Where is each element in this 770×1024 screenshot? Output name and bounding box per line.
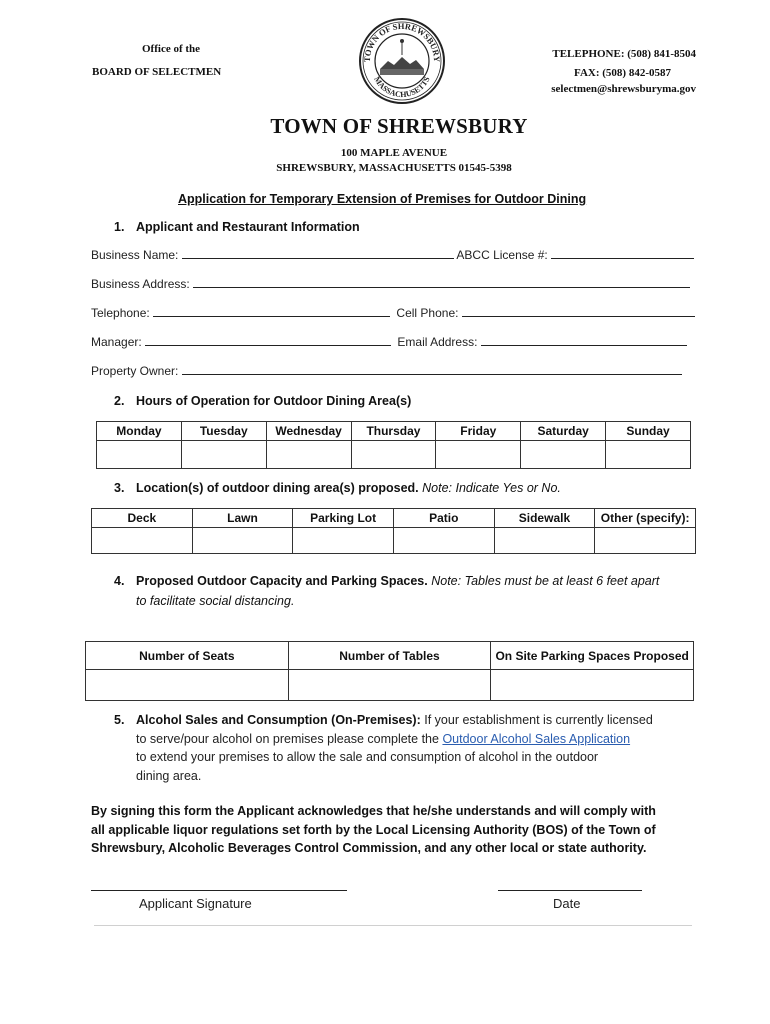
- location-cell-sidewalk[interactable]: [494, 528, 595, 554]
- board-label: BOARD OF SELECTMEN: [92, 66, 222, 78]
- hours-cell-saturday[interactable]: [521, 441, 606, 469]
- manager-field[interactable]: [145, 335, 391, 346]
- business-address-field[interactable]: [193, 277, 690, 288]
- abcc-license-label: ABCC License #:: [456, 248, 548, 262]
- date-field[interactable]: [498, 890, 642, 891]
- hours-header-tuesday: Tuesday: [181, 422, 266, 441]
- hours-cell-wednesday[interactable]: [266, 441, 351, 469]
- email-address-label: Email Address:: [397, 335, 478, 349]
- address-line-2: SHREWSBURY, MASSACHUSETTS 01545-5398: [276, 162, 512, 174]
- location-cell-parking-lot[interactable]: [293, 528, 394, 554]
- town-name: TOWN OF SHREWSBURY: [270, 114, 528, 138]
- section-5-line-2: to serve/pour alcohol on premises please complete the Outdoor Alcohol Sales Application: [136, 731, 631, 746]
- fax-text: FAX: (508) 842-0587: [574, 67, 671, 79]
- manager-label: Manager:: [91, 335, 142, 349]
- location-header-sidewalk: Sidewalk: [494, 509, 595, 528]
- location-cell-lawn[interactable]: [192, 528, 293, 554]
- cell-phone-field[interactable]: [462, 306, 695, 317]
- location-table: [91, 508, 696, 554]
- section-4-note-line-1: Note: Tables must be at least 6 feet apart: [431, 574, 660, 588]
- hours-cell-monday[interactable]: [97, 441, 182, 469]
- svg-text:TOWN OF SHREWSBURY: TOWN OF SHREWSBURY: [361, 20, 443, 63]
- location-header-other: Other (specify):: [595, 509, 696, 528]
- capacity-table: [85, 641, 694, 701]
- capacity-header-tables: Number of Tables: [288, 642, 491, 670]
- location-header-parking-lot: Parking Lot: [293, 509, 394, 528]
- abcc-license-field[interactable]: [551, 248, 694, 259]
- hours-header-thursday: Thursday: [351, 422, 436, 441]
- business-name-label: Business Name:: [91, 248, 179, 262]
- section-1-heading: 1. Applicant and Restaurant Information: [114, 220, 360, 234]
- capacity-cell-parking[interactable]: [491, 670, 694, 701]
- section-4-note-line-2: to facilitate social distancing.: [136, 594, 295, 608]
- manager-row: [91, 335, 687, 349]
- section-4-heading: 4. Proposed Outdoor Capacity and Parking Spaces. Note: Tables must be at least 6 feet apart: [114, 574, 660, 588]
- location-header-lawn: Lawn: [192, 509, 293, 528]
- email-text: selectmen@shrewsburyma.gov: [551, 83, 696, 95]
- hours-header-wednesday: Wednesday: [266, 422, 351, 441]
- hours-table: [96, 421, 691, 469]
- section-5: [114, 711, 714, 785]
- capacity-cell-tables[interactable]: [288, 670, 491, 701]
- property-owner-label: Property Owner:: [91, 364, 179, 378]
- hours-header-sunday: Sunday: [606, 422, 691, 441]
- section-5-line-1: 5. Alcohol Sales and Consumption (On-Premises): If your establishment is currently licensed: [114, 713, 653, 727]
- location-cell-patio[interactable]: [393, 528, 494, 554]
- location-cell-other[interactable]: [595, 528, 696, 554]
- capacity-header-seats: Number of Seats: [86, 642, 289, 670]
- telephone-field[interactable]: [153, 306, 390, 317]
- section-3-heading: 3. Location(s) of outdoor dining area(s) proposed. Note: Indicate Yes or No.: [114, 481, 561, 495]
- business-address-row: [91, 277, 690, 291]
- applicant-signature-field[interactable]: [91, 890, 347, 891]
- cell-phone-label: Cell Phone:: [396, 306, 459, 320]
- location-header-patio: Patio: [393, 509, 494, 528]
- section-3-note: Note: Indicate Yes or No.: [422, 481, 561, 495]
- location-header-deck: Deck: [92, 509, 193, 528]
- applicant-signature-label: Applicant Signature: [139, 896, 252, 911]
- property-owner-field[interactable]: [182, 364, 682, 375]
- section-5-line-3: to extend your premises to allow the sale and consumption of alcohol in the outdoor: [136, 750, 599, 764]
- svg-text:MASSACHUSETTS: MASSACHUSETTS: [372, 75, 432, 100]
- property-owner-row: [91, 364, 682, 378]
- section-5-title: Alcohol Sales and Consumption (On-Premises):: [136, 713, 421, 727]
- hours-cell-sunday[interactable]: [606, 441, 691, 469]
- capacity-header-parking: On Site Parking Spaces Proposed: [491, 642, 694, 670]
- acknowledgement-line-3: Shrewsbury, Alcoholic Beverages Control Commission, and any other local or state authority.: [91, 841, 647, 855]
- outdoor-alcohol-sales-link[interactable]: Outdoor Alcohol Sales Application: [442, 731, 631, 746]
- acknowledgement: [91, 802, 731, 858]
- acknowledgement-line-1: By signing this form the Applicant acknowledges that he/she understands and will comply with: [91, 804, 656, 818]
- hours-cell-friday[interactable]: [436, 441, 521, 469]
- business-name-row: [91, 248, 694, 262]
- location-cell-deck[interactable]: [92, 528, 193, 554]
- section-2-heading: 2. Hours of Operation for Outdoor Dining Area(s): [114, 394, 412, 408]
- hours-header-monday: Monday: [97, 422, 182, 441]
- hours-header-friday: Friday: [436, 422, 521, 441]
- capacity-cell-seats[interactable]: [86, 670, 289, 701]
- telephone-label: Telephone:: [91, 306, 150, 320]
- business-name-field[interactable]: [182, 248, 454, 259]
- acknowledgement-line-2: all applicable liquor regulations set forth by the Local Licensing Authority (BOS) of the Town of: [91, 822, 656, 837]
- hours-cell-tuesday[interactable]: [181, 441, 266, 469]
- hours-cell-thursday[interactable]: [351, 441, 436, 469]
- section-5-line-4: dining area.: [136, 768, 202, 783]
- business-address-label: Business Address:: [91, 277, 190, 291]
- hours-header-saturday: Saturday: [521, 422, 606, 441]
- office-label: Office of the: [142, 43, 201, 55]
- telephone-text: TELEPHONE: (508) 841-8504: [552, 48, 696, 60]
- form-title: Application for Temporary Extension of Premises for Outdoor Dining: [178, 192, 587, 206]
- date-label: Date: [553, 896, 581, 911]
- section-4-note-line-2-row: [136, 594, 294, 608]
- footer-divider: [94, 925, 692, 926]
- address-line-1: 100 MAPLE AVENUE: [340, 147, 448, 159]
- town-seal: [358, 17, 446, 105]
- telephone-row: [91, 306, 695, 320]
- email-address-field[interactable]: [481, 335, 687, 346]
